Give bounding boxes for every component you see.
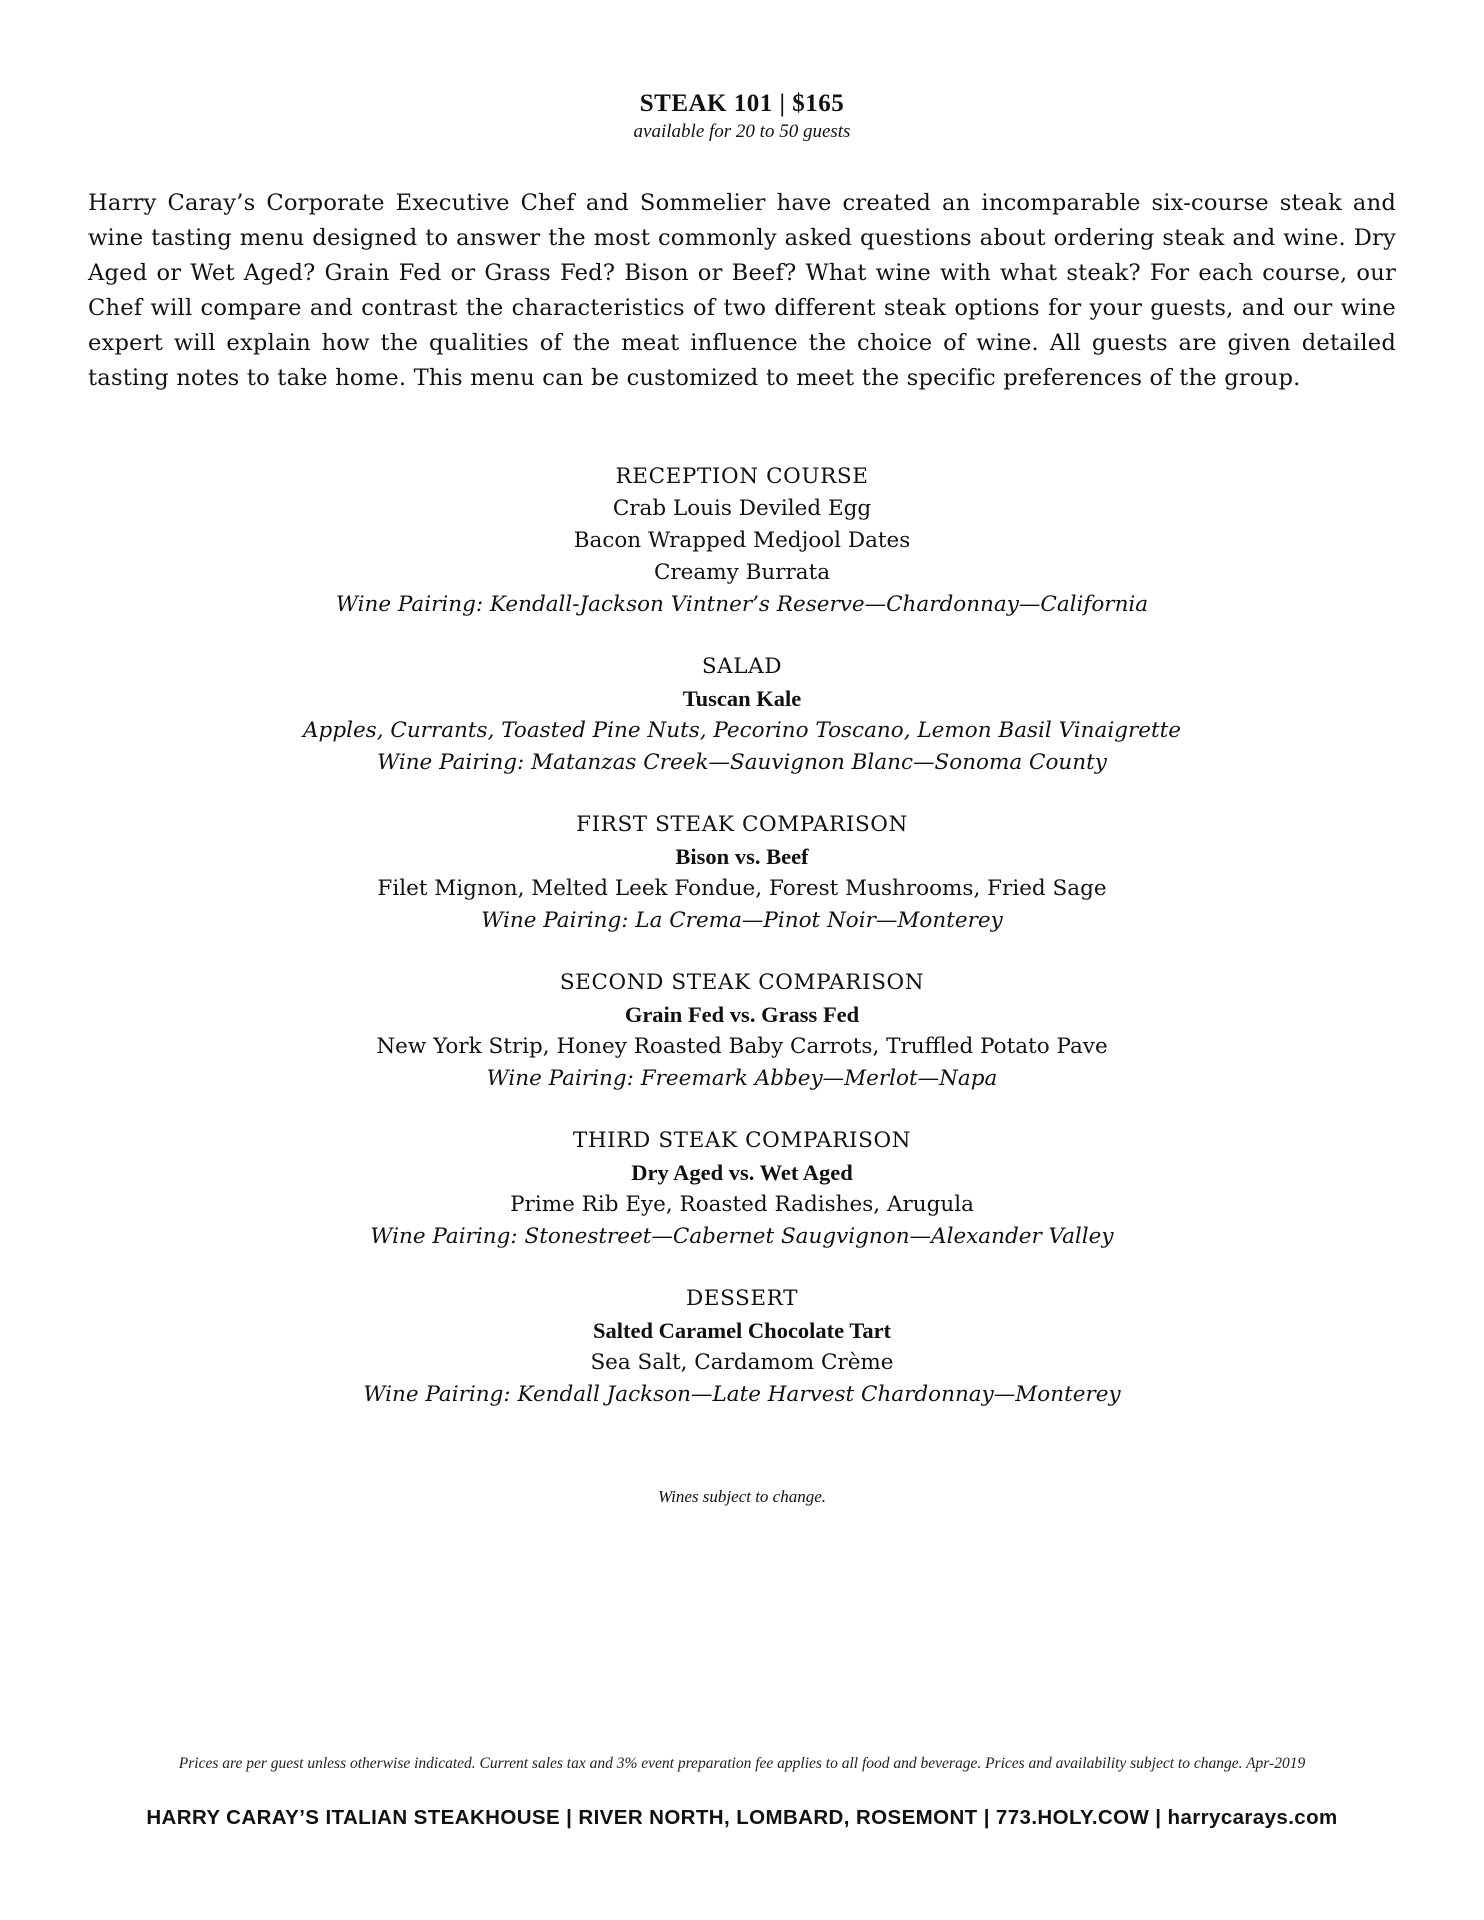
menu-header: [0, 88, 1484, 144]
dish-title: Grain Fed vs. Grass Fed: [624, 1002, 860, 1027]
dish-description: Prime Rib Eye, Roasted Radishes, Arugula: [510, 1192, 974, 1217]
wine-pairing: Wine Pairing: Kendall Jackson—Late Harvest Chardonnay—Monterey: [363, 1382, 1121, 1407]
course-list: [0, 461, 1484, 1441]
course-second-steak: [0, 967, 1484, 1095]
wine-pairing: Wine Pairing: Stonestreet—Cabernet Saugvignon—Alexander Valley: [370, 1224, 1114, 1249]
course-first-steak: [0, 809, 1484, 937]
menu-subtitle: available for 20 to 50 guests: [633, 121, 851, 142]
price-disclaimer: Prices are per guest unless otherwise indicated. Current sales tax and 3% event preparation fee applies to all food and beverage. Prices and availability subject to change. Apr-2019: [178, 1755, 1306, 1772]
course-heading: FIRST STEAK COMPARISON: [576, 812, 908, 837]
dish-description: Apples, Currants, Toasted Pine Nuts, Pecorino Toscano, Lemon Basil Vinaigrette: [303, 718, 1181, 743]
course-salad: [0, 651, 1484, 779]
dish-description: Sea Salt, Cardamom Crème: [590, 1350, 894, 1375]
course-heading: SECOND STEAK COMPARISON: [559, 970, 925, 995]
wine-pairing: Wine Pairing: La Crema—Pinot Noir—Monterey: [481, 908, 1003, 933]
course-item: Creamy Burrata: [653, 560, 831, 585]
course-reception: [0, 461, 1484, 621]
menu-title: STEAK 101 | $165: [639, 90, 845, 117]
dish-description: New York Strip, Honey Roasted Baby Carrots, Truffled Potato Pave: [376, 1034, 1108, 1059]
wine-pairing: Wine Pairing: Freemark Abbey—Merlot—Napa: [486, 1066, 998, 1091]
dish-title: Salted Caramel Chocolate Tart: [592, 1318, 892, 1343]
course-heading: THIRD STEAK COMPARISON: [572, 1128, 912, 1153]
wine-pairing: Wine Pairing: Matanzas Creek—Sauvignon Blanc—Sonoma County: [377, 750, 1107, 775]
dish-title: Bison vs. Beef: [675, 844, 809, 869]
wine-pairing: Wine Pairing: Kendall-Jackson Vintner’s Reserve—Chardonnay—California: [335, 592, 1149, 617]
course-heading: DESSERT: [685, 1286, 799, 1311]
course-item: Crab Louis Deviled Egg: [612, 496, 872, 521]
dish-title: Dry Aged vs. Wet Aged: [631, 1160, 853, 1185]
course-heading: SALAD: [701, 654, 783, 679]
dish-title: Tuscan Kale: [682, 686, 802, 711]
wines-note: Wines subject to change.: [657, 1487, 827, 1506]
course-dessert: [0, 1283, 1484, 1411]
course-item: Bacon Wrapped Medjool Dates: [573, 528, 911, 553]
course-third-steak: [0, 1125, 1484, 1253]
restaurant-footer: HARRY CARAY’S ITALIAN STEAKHOUSE | RIVER NORTH, LOMBARD, ROSEMONT | 773.HOLY.COW | harrycarays.com: [146, 1806, 1338, 1829]
dish-description: Filet Mignon, Melted Leek Fondue, Forest Mushrooms, Fried Sage: [377, 876, 1107, 901]
intro-paragraph: Harry Caray’s Corporate Executive Chef and Sommelier have created an incomparable six-course steak and wine tasting menu designed to answer the most commonly asked questions about ordering steak and wine. Dry Aged or Wet Aged? Grain Fed or Grass Fed? Bison or Beef? What wine with what steak? For each course, our Chef will compare and contrast the characteristics of two different steak options for your guests, and our wine expert will explain how the qualities of the meat influence the choice of wine. All guests are given detailed tasting notes to take home. This menu can be customized to meet the specific preferences of the group.: [88, 190, 1396, 391]
course-heading: RECEPTION COURSE: [615, 464, 869, 489]
